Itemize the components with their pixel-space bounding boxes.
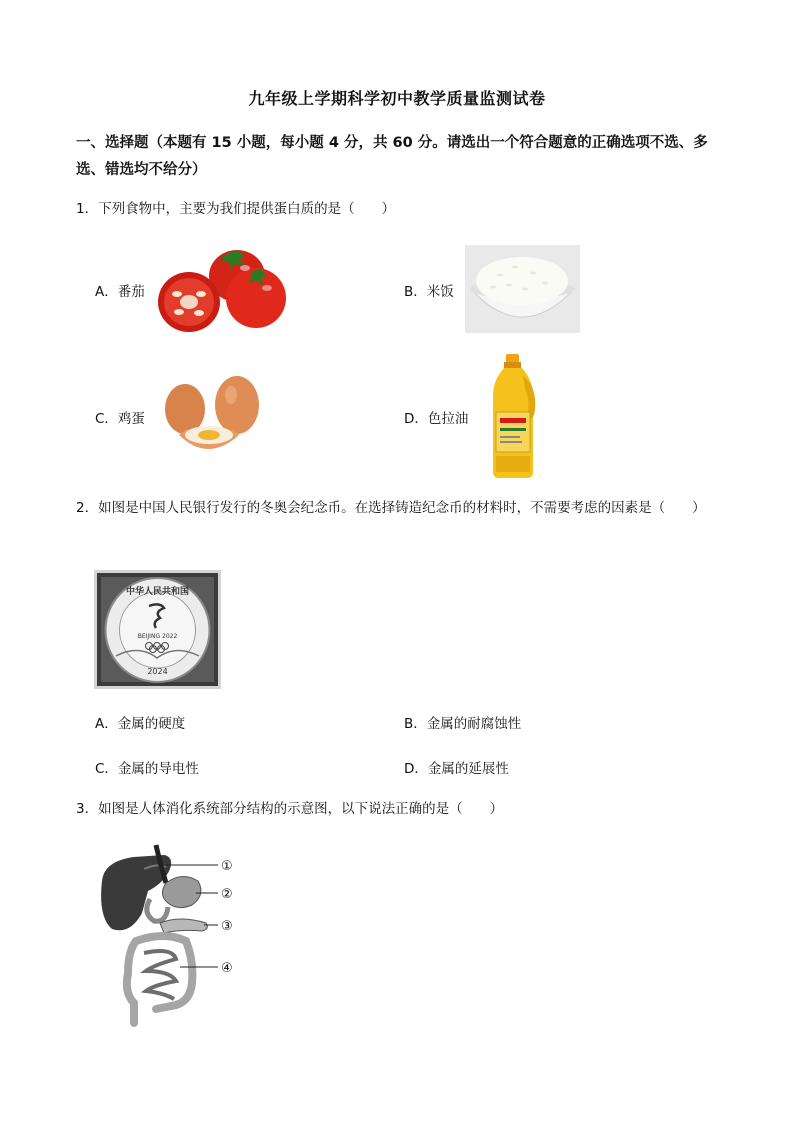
coin-emblem-text: BEIJING 2022 xyxy=(137,633,178,640)
label-2: ② xyxy=(221,887,233,902)
q1-option-a: A．番茄 xyxy=(95,284,145,300)
section-heading: 一、选择题（本题有 15 小题，每小题 4 分，共 60 分。请选出一个符合题意的正确选项不选、多选、错选均不给分） xyxy=(76,135,708,178)
coin-year-text: 2024 xyxy=(147,667,168,676)
label-3: ③ xyxy=(221,919,233,934)
rice-bowl-image xyxy=(465,245,580,333)
exam-title: 九年级上学期科学初中教学质量监测试卷 xyxy=(248,89,546,108)
digestive-system-diagram xyxy=(94,843,254,1028)
question-1-stem: 1．下列食物中，主要为我们提供蛋白质的是（ ） xyxy=(76,201,396,217)
commemorative-coin-image xyxy=(94,570,221,689)
q2-option-b: B．金属的耐腐蚀性 xyxy=(404,716,522,732)
q2-option-c: C．金属的导电性 xyxy=(95,761,199,777)
q2-option-a: A．金属的硬度 xyxy=(95,716,186,732)
question-2-stem: 2．如图是中国人民银行发行的冬奥会纪念币。在选择铸造纪念币的材料时，不需要考虑的因素是（ ） xyxy=(76,500,706,516)
question-3-stem: 3．如图是人体消化系统部分结构的示意图，以下说法正确的是（ ） xyxy=(76,801,504,817)
label-1: ① xyxy=(221,859,233,874)
small-intestine-shape xyxy=(144,951,176,999)
pancreas-shape xyxy=(160,919,207,933)
q1-option-c: C．鸡蛋 xyxy=(95,411,145,427)
oil-bottle-image xyxy=(487,352,539,480)
q1-option-b: B．米饭 xyxy=(404,284,454,300)
tomato-image xyxy=(157,242,293,334)
egg-image xyxy=(163,373,263,459)
q2-option-d: D．金属的延展性 xyxy=(404,761,509,777)
coin-ring-text: 中华人民共和国 xyxy=(125,587,190,597)
label-4: ④ xyxy=(221,961,233,976)
q1-option-d: D．色拉油 xyxy=(404,411,469,427)
stomach-shape xyxy=(162,876,200,907)
